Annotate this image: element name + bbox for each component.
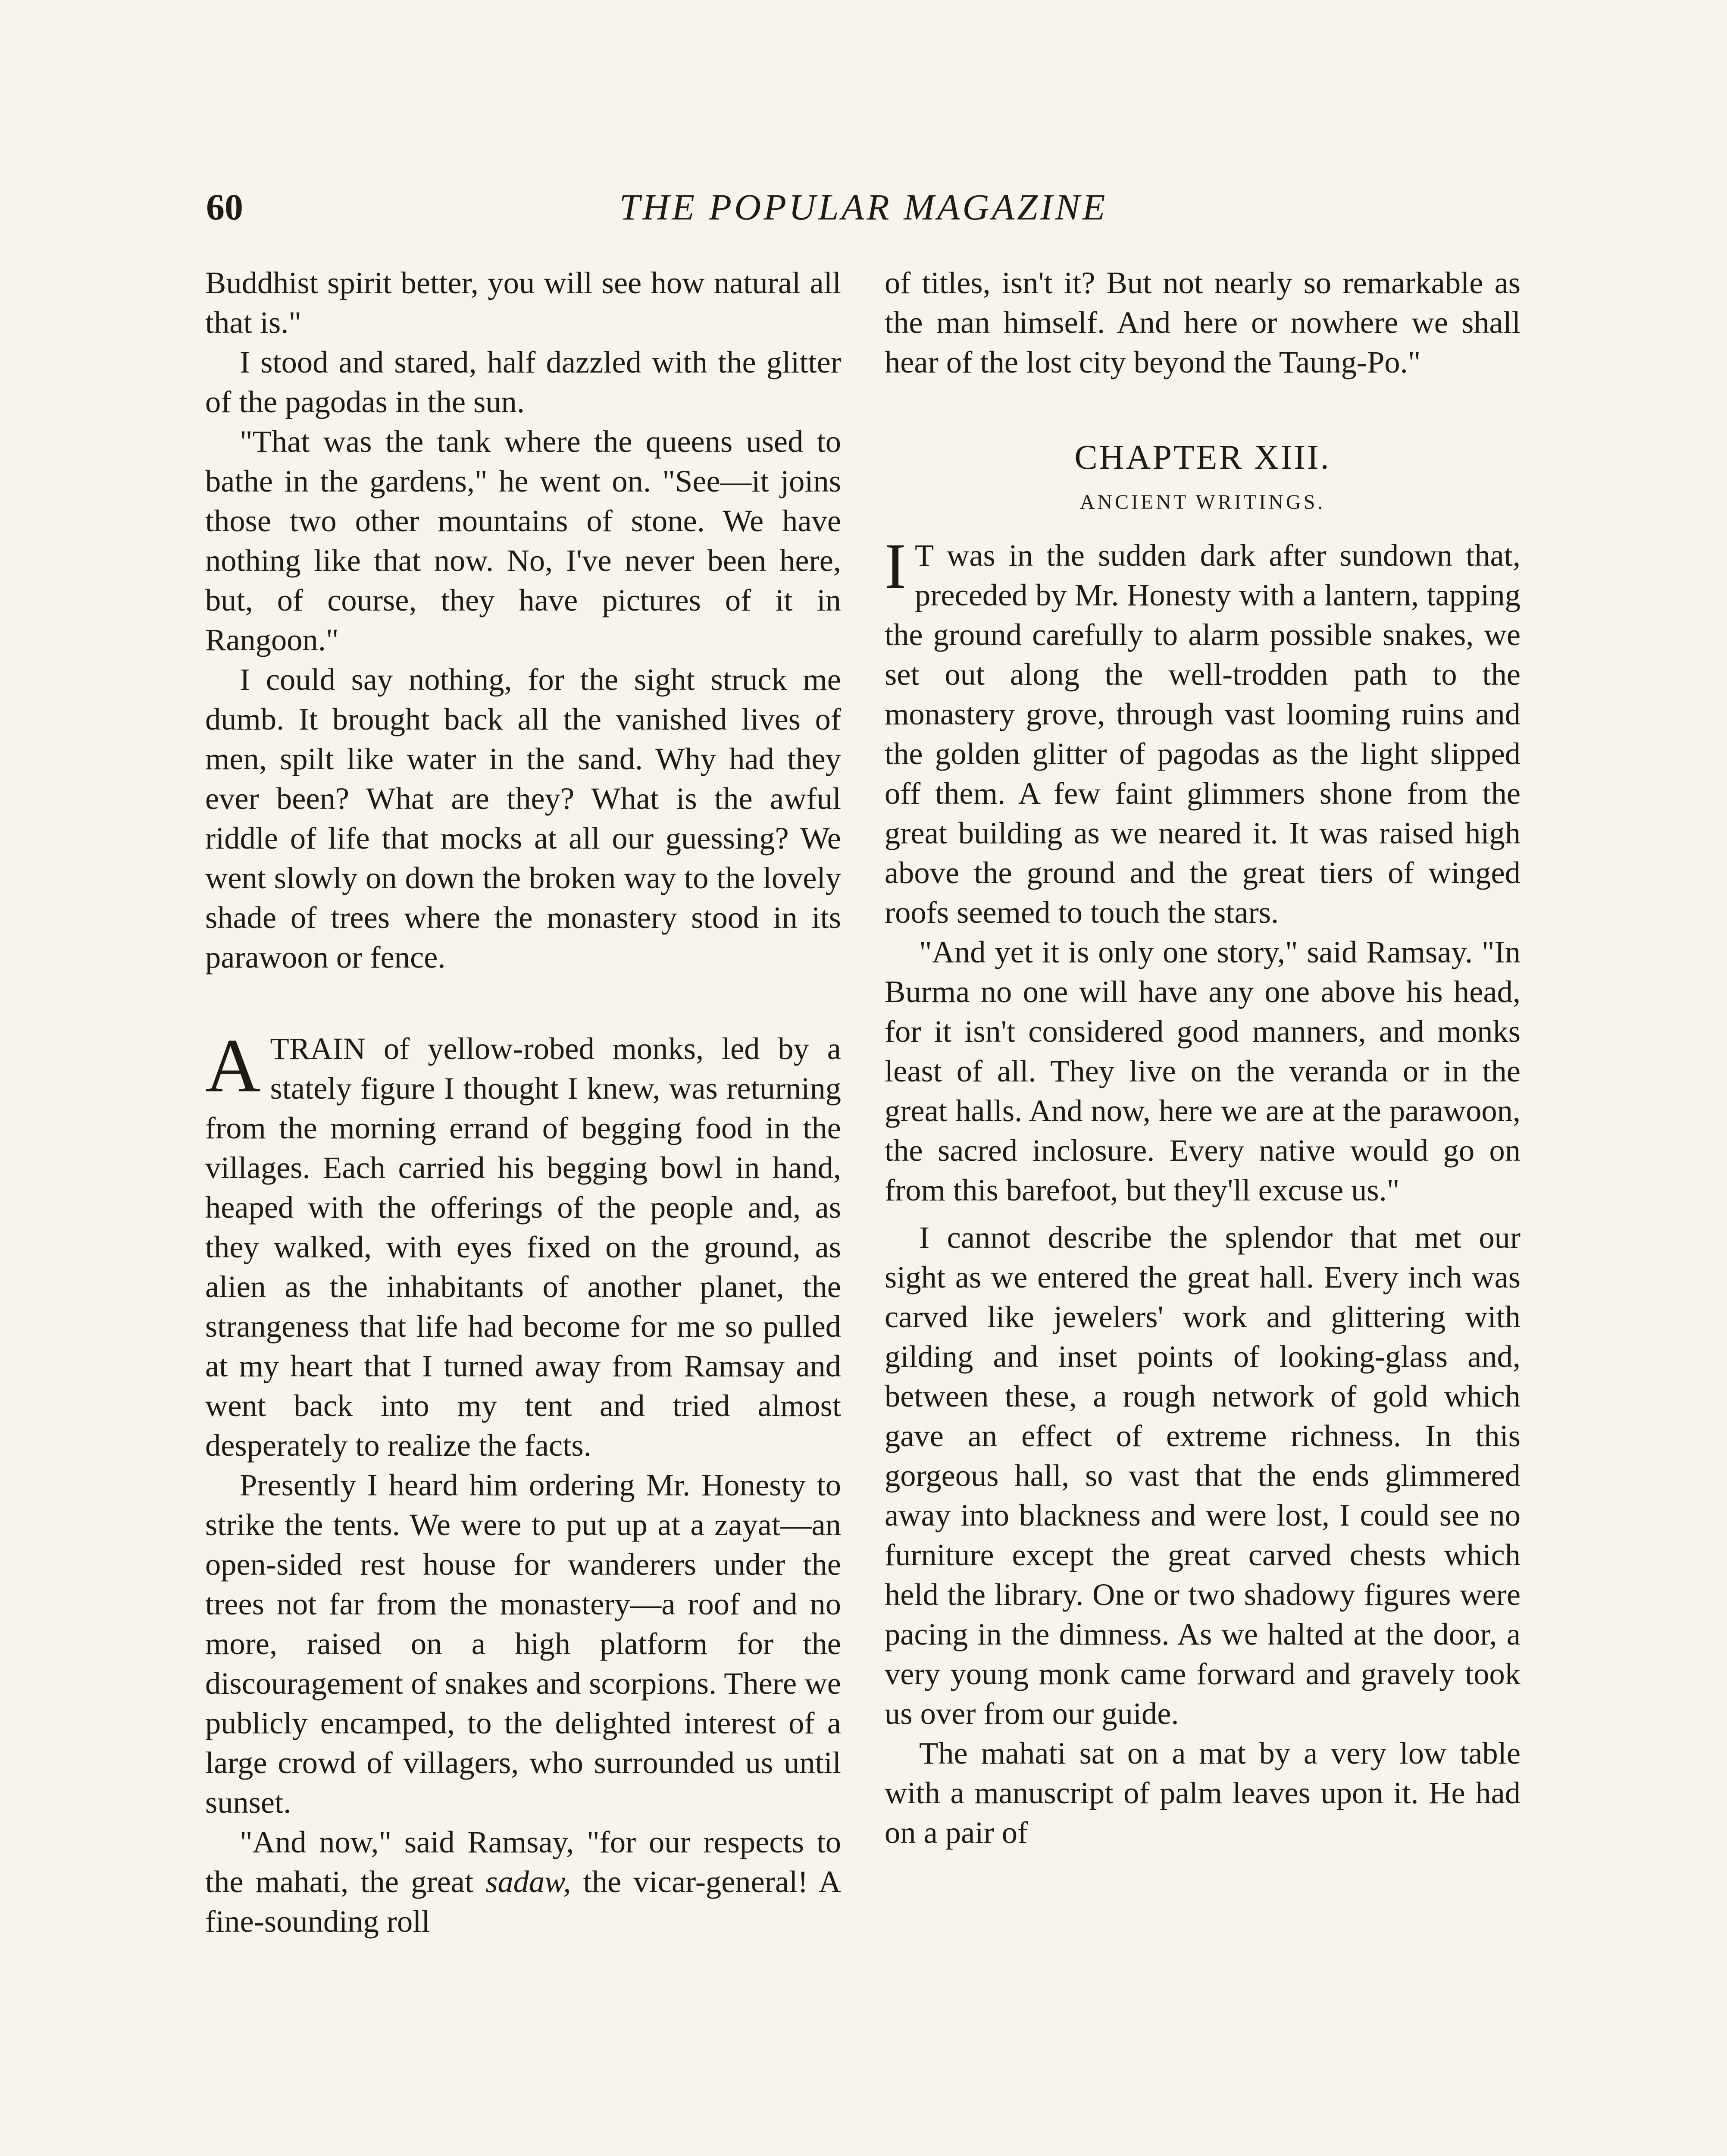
chapter-title: CHAPTER XIII. [1074,439,1331,476]
paragraph: Presently I heard him ordering Mr. Honesty to strike the tents. We were to put up at a zayat—an open-sided rest house for wanderers under the trees not far from the monastery—a roof and no more, raised on a high platform for the discouragement of snakes and scorpions. There we publicly encamped, to the delighted interest of a large crowd of villagers, who surrounded us until sunset. [205,1467,841,1820]
paragraph: Buddhist spirit better, you will see how natural all that is." [205,265,841,340]
paragraph: "And yet it is only one story," said Ramsay. "In Burma no one will have any one above his head, for it isn't considered good manners, and monks least of all. They live on the veranda or in the great halls. And now, here we are at the parawoon, the sacred inclosure. Every native would go on from this barefoot, but they'll excuse us." [885,934,1521,1207]
drop-cap: A [205,1023,261,1108]
paragraph-text: the vicar-general! A fine-sounding roll [205,1864,842,1939]
page-header [206,181,1521,233]
running-title: THE POPULAR MAGAZINE [619,186,1108,228]
paragraph: "That was the tank where the queens used to bathe in the gardens," he went on. "See—it joins those two other mountains of stone. We have nothing like that now. No, I've never been here, but, of course, they have pictures of it in Rangoon." [205,424,841,657]
page-number: 60 [206,186,243,228]
paragraph-text: TRAIN of yellow-robed monks, led by a stately figure I thought I knew, was returning from the morning errand of begging food in the villages. Each carried his begging bowl in hand, heaped with the offerings of the people and, as they walked, with eyes fixed on the ground, as alien as the inhabitants of another planet, the strangeness that life had become for me so pulled at my heart that I turned away from Ramsay and went back into my tent and tried almost desperately to realize the facts. [205,1031,841,1463]
paragraph-text: "And now," said Ramsay, "for our respects to the mahati, the great [205,1824,841,1899]
paragraph-text: T was in the sudden dark after sundown that, preceded by Mr. Honesty with a lantern, tapping the ground carefully to alarm possible snakes, we set out along the well-trodden path to the monastery grove, through vast looming ruins and the golden glitter of pagodas as the light slipped off them. A few faint glimmers shone from the great building as we neared it. It was raised high above the ground and the great tiers of winged roofs seemed to touch the stars. [885,538,1521,930]
paragraph [205,1822,841,1941]
right-column [885,263,1521,1852]
section-start-paragraph [205,1023,841,1465]
left-column [205,263,841,1941]
paragraph: of titles, isn't it? But not nearly so remarkable as the man himself. And here or nowhere we shall hear of the lost city beyond the Taung-Po." [885,265,1521,379]
paragraph: I stood and stared, half dazzled with the glitter of the pagodas in the sun. [205,345,841,419]
paragraph: I could say nothing, for the sight struck me dumb. It brought back all the vanished lives of men, spilt like water in the sand. Why had they ever been? What are they? What is the awful riddle of life that mocks at all our guessing? We went slowly on down the broken way to the lovely shade of trees where the monastery stood in its parawoon or fence. [205,662,841,975]
chapter-opening-paragraph [885,530,1521,932]
paragraph: I cannot describe the splendor that met our sight as we entered the great hall. Every inch was carved like jewelers' work and glittering with gilding and inset points of looking-glass and, between these, a rough network of gold which gave an effect of extreme richness. In this gorgeous hall, so vast that the ends glimmered away into blackness and were lost, I could see no furniture except the great carved chests which held the library. One or two shadowy figures were pacing in the dimness. As we halted at the door, a very young monk came forward and gravely took us over from our guide. [885,1220,1521,1731]
drop-cap: I [885,530,906,602]
chapter-subtitle: ANCIENT WRITINGS. [1079,491,1326,514]
paragraph: The mahati sat on a mat by a very low table with a manuscript of palm leaves upon it. He had on a pair of [885,1736,1521,1850]
italic-term: sadaw, [485,1864,571,1899]
